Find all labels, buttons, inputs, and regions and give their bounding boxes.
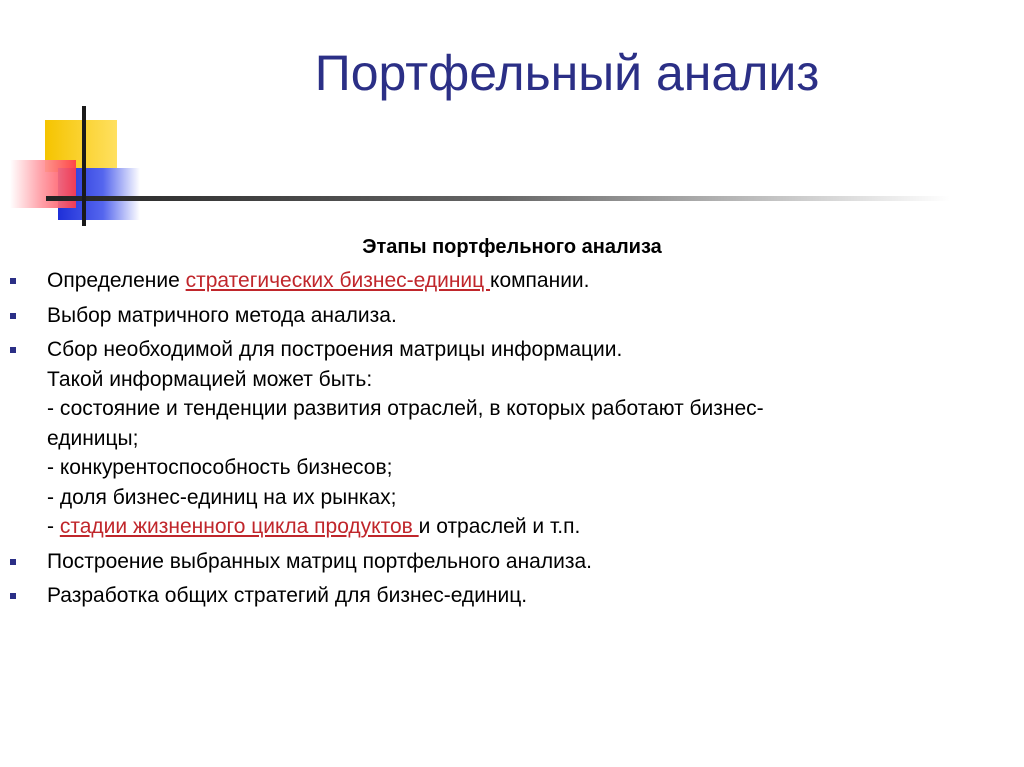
bullet-line: Сбор необходимой для построения матрицы информации. — [47, 338, 623, 361]
bullet-line: Такой информацией может быть: — [47, 367, 373, 391]
bullet-square-icon — [10, 278, 16, 284]
bullet-line: единицы; — [47, 426, 139, 450]
slide-subtitle: Этапы портфельного анализа — [362, 236, 662, 258]
bullet-text: Выбор матричного метода анализа. — [47, 303, 397, 327]
link-product-life-cycle[interactable]: стадии жизненного цикла продуктов — [59, 515, 419, 538]
link-strategic-business-units[interactable]: стратегических бизнес-единиц — [185, 269, 491, 292]
slide-title: Портфельный анализ — [314, 45, 820, 101]
bullet-item-strategic-units — [10, 266, 1000, 296]
bullet-text-pre: - — [47, 515, 60, 538]
deco-horizontal-line — [46, 196, 950, 201]
bullet-item-info-collection — [10, 335, 1000, 542]
bullet-list — [10, 266, 1000, 616]
bullet-text-pre: Определение — [47, 269, 186, 292]
bullet-square-icon — [10, 347, 16, 353]
bullet-item-strategies — [10, 581, 1000, 611]
bullet-item-matrix-method — [10, 301, 1000, 331]
bullet-text: Построение выбранных матриц портфельного анализа. — [47, 549, 592, 573]
title-decoration — [0, 0, 1024, 240]
bullet-square-icon — [10, 559, 16, 565]
bullet-square-icon — [10, 313, 16, 319]
bullet-line: - состояние и тенденции развития отраслей, в которых работают бизнес- — [47, 397, 764, 420]
bullet-square-icon — [10, 593, 16, 599]
bullet-text-post: и отраслей и т.п. — [418, 515, 581, 538]
bullet-line: - конкурентоспособность бизнесов; — [47, 456, 393, 479]
deco-vertical-line — [82, 106, 86, 226]
bullet-item-build-matrices — [10, 547, 1000, 577]
bullet-text-post: компании. — [490, 269, 590, 292]
bullet-text: Разработка общих стратегий для бизнес-единиц. — [47, 584, 528, 607]
bullet-line: - доля бизнес-единиц на их рынках; — [47, 485, 397, 509]
bullet-line-last — [47, 512, 1000, 542]
